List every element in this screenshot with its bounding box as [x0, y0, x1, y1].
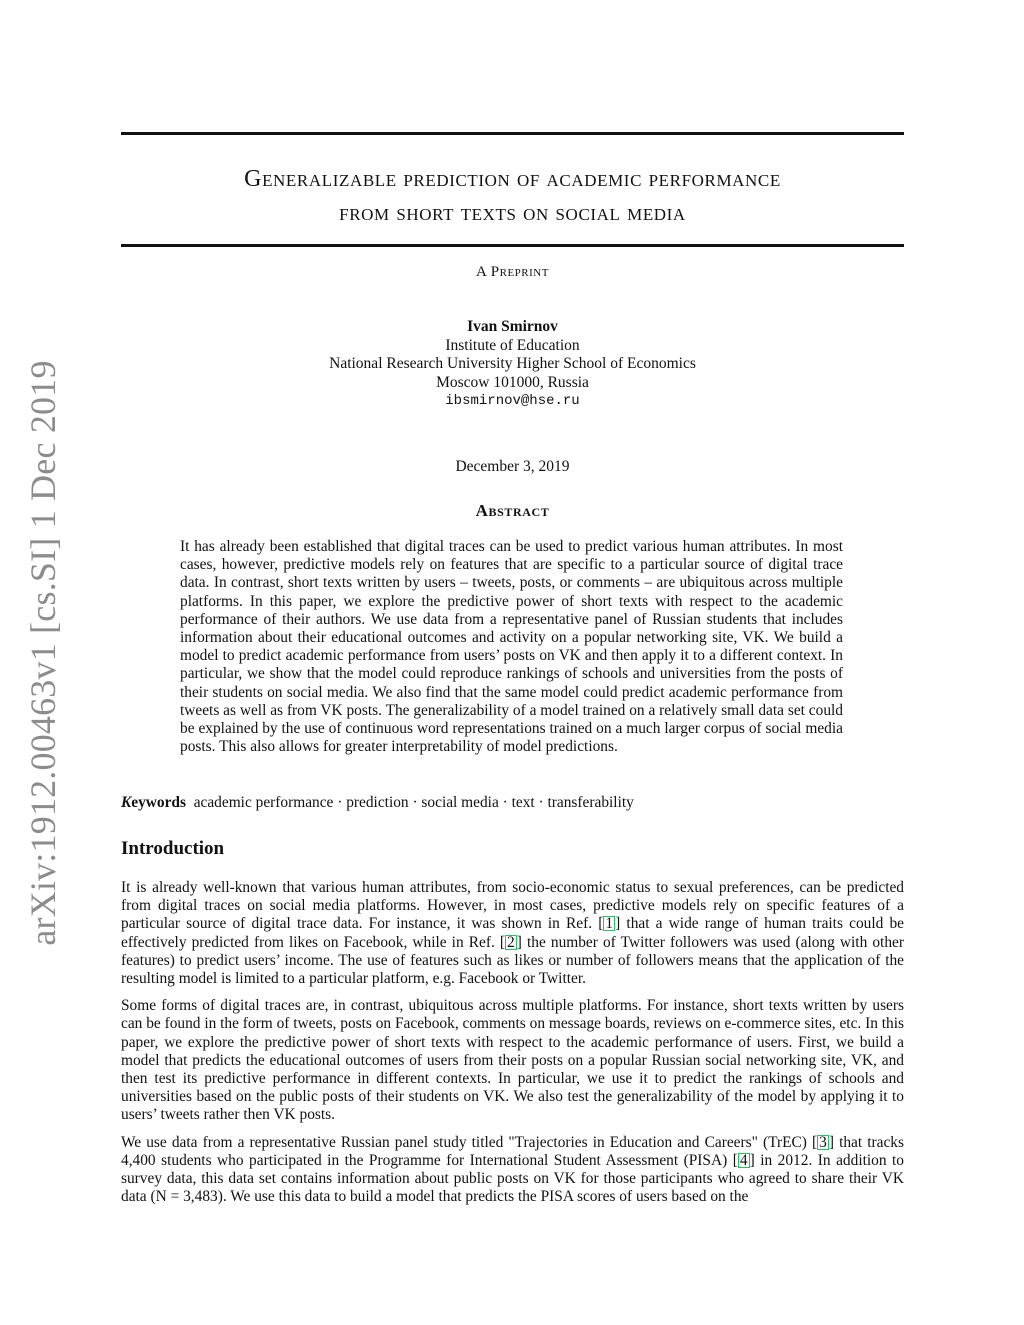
author-city: Moscow 101000, Russia [436, 373, 589, 391]
preprint-label: A Preprint [476, 264, 549, 280]
intro-paragraph-3: We use data from a representative Russian panel study titled "Trajectories in Education and Careers" (TrEC) [ 3 ] that tracks 4,400 students who participated in the Programme for International Student Assessment (PISA) [ 4 ] in 2012. In addition to survey data, this data set contains information about public posts on VK for those participants who agreed to share their VK data (N = 3,483). We use this data to build a model that predicts the PISA scores of users based on the [121, 1133, 905, 1206]
paper-title [121, 162, 904, 230]
keywords-text: academic performance · prediction · social media · text · transferability [193, 794, 634, 811]
citation-link-4[interactable]: 4 [739, 1151, 748, 1169]
introduction-body [121, 879, 904, 1215]
title-line-2: from short texts on social media [339, 200, 686, 226]
citation-link-1[interactable]: 1 [605, 915, 614, 933]
intro-paragraph-2: Some forms of digital traces are, in contrast, ubiquitous across multiple platforms. For instance, short texts written by users can be found in the form of tweets, posts on Facebook, comments on message boards, reviews on e-commerce sites, etc. In this paper, we explore the predictive power of short texts with respect to the academic performance of users. First, we build a model that predicts the educational outcomes of users from their posts on a popular Russian social networking site, VK, and then test its predictive performance in different contexts. In particular, we use it to predict the rankings of schools and universities based on the public posts of their students on VK. We also test the generalizability of the model by applying it to users’ tweets rather then VK posts. [121, 997, 905, 1124]
author-email[interactable]: ibsmirnov@hse.ru [445, 393, 580, 409]
arxiv-sidebar-stamp: arXiv:1912.00463v1 [cs.SI] 1 Dec 2019 [23, 360, 63, 946]
author-dept: Institute of Education [445, 336, 580, 354]
title-rule-top [121, 132, 904, 135]
citation-link-2[interactable]: 2 [507, 933, 515, 951]
abstract-text: It has already been established that digital traces can be used to predict various human attributes. In most cases, however, predictive models rely on features that are specific to a particular source of digital trace data. In contrast, short texts written by users – tweets, posts, or comments – are ubiquitous across multiple platforms. In this paper, we explore the predictive power of short texts with respect to the academic performance of their authors. We use data from a representative panel of Russian students that includes information about their educational outcomes and activity on a popular networking site, VK. We build a model to predict academic performance from users’ posts on VK and then apply it to a different context. In particular, we show that the model could reproduce rankings of schools and universities from the posts of their students on social media. We also find that the same model could predict academic performance from tweets as well as from VK posts. The generalizability of a model trained on a relatively small data set could be explained by the use of continuous word representations trained on a much larger corpus of social media posts. This also allows for greater interpretability of model predictions. [180, 538, 843, 756]
intro-paragraph-1: It is already well-known that various human attributes, from socio-economic status to sexual preferences, can be predicted from digital traces on social media platforms. However, in most cases, predictive models rely on specific features of a particular source of digital trace data. For instance, it was shown in Ref. [ 1 ] that a wide range of human traits could be effectively predicted from likes on Facebook, while in Ref. [ 2 ] the number of Twitter followers was used (along with other features) to predict users’ income. The use of features such as likes or number of followers means that the application of the resulting model is limited to a particular platform, e.g. Facebook or Twitter. [121, 879, 905, 988]
title-rule-bottom [121, 244, 904, 247]
title-line-1: Generalizable prediction of academic performance [244, 166, 781, 192]
section-heading-introduction: Introduction [121, 838, 225, 859]
author-name: Ivan Smirnov [467, 318, 558, 335]
keywords-label: Keywords [121, 794, 186, 811]
author-university: National Research University Higher School of Economics [329, 355, 696, 372]
paper-date: December 3, 2019 [455, 458, 570, 475]
keywords-line [121, 794, 904, 812]
citation-link-3[interactable]: 3 [819, 1133, 827, 1151]
author-block [121, 318, 904, 411]
abstract-heading: Abstract [475, 501, 550, 520]
